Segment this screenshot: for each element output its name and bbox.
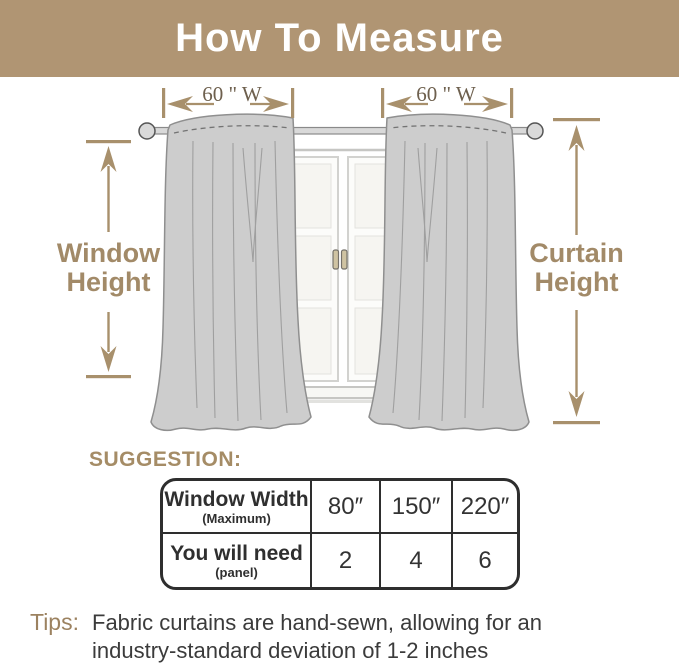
- page-title: How To Measure: [175, 16, 504, 60]
- tips-text: [92, 609, 542, 665]
- curtain-height-label-line1: Curtain: [529, 238, 624, 268]
- window-height-label-line1: Window: [56, 238, 161, 268]
- row-sublabel: (panel): [215, 564, 258, 580]
- table-cell: [312, 534, 381, 587]
- row-label: Window Width: [164, 487, 309, 511]
- right-curtain-panel: [369, 114, 529, 430]
- size-table: [160, 478, 520, 590]
- left-curtain-panel: [151, 114, 311, 430]
- left-width-label: 60 " W: [202, 82, 262, 106]
- table-cell: [381, 534, 453, 587]
- rod-finial-right: [527, 123, 543, 139]
- table-header-window-width: [163, 481, 312, 534]
- curtain-height-label-line2: Height: [534, 267, 619, 297]
- cell-value: 80″: [327, 492, 364, 520]
- tips-line: industry-standard deviation of 1-2 inches: [92, 638, 489, 663]
- tips-label: Tips:: [30, 609, 79, 635]
- window-height-label-line2: Height: [66, 267, 151, 297]
- right-width-label: 60 " W: [416, 82, 476, 106]
- window-height-measure: [57, 140, 161, 378]
- suggestion-label: SUGGESTION:: [89, 448, 242, 471]
- left-width-measure: [162, 82, 294, 118]
- cell-value: 6: [478, 546, 492, 574]
- rod-finial-left: [139, 123, 155, 139]
- table-cell: [453, 481, 517, 534]
- cell-value: 4: [409, 546, 423, 574]
- table-cell: [453, 534, 517, 587]
- header-banner: [0, 0, 679, 77]
- measure-diagram: [0, 77, 679, 445]
- table-cell: [381, 481, 453, 534]
- row-sublabel: (Maximum): [202, 510, 271, 526]
- table-header-you-will-need: [163, 534, 312, 587]
- tips-line: Fabric curtains are hand-sewn, allowing for an: [92, 610, 543, 635]
- curtain-height-measure: [529, 118, 624, 424]
- table-cell: [312, 481, 381, 534]
- cell-value: 150″: [391, 492, 441, 520]
- right-width-measure: [381, 82, 513, 118]
- tips: [30, 609, 542, 665]
- cell-value: 220″: [460, 492, 510, 520]
- cell-value: 2: [338, 546, 353, 574]
- row-label: You will need: [170, 541, 303, 565]
